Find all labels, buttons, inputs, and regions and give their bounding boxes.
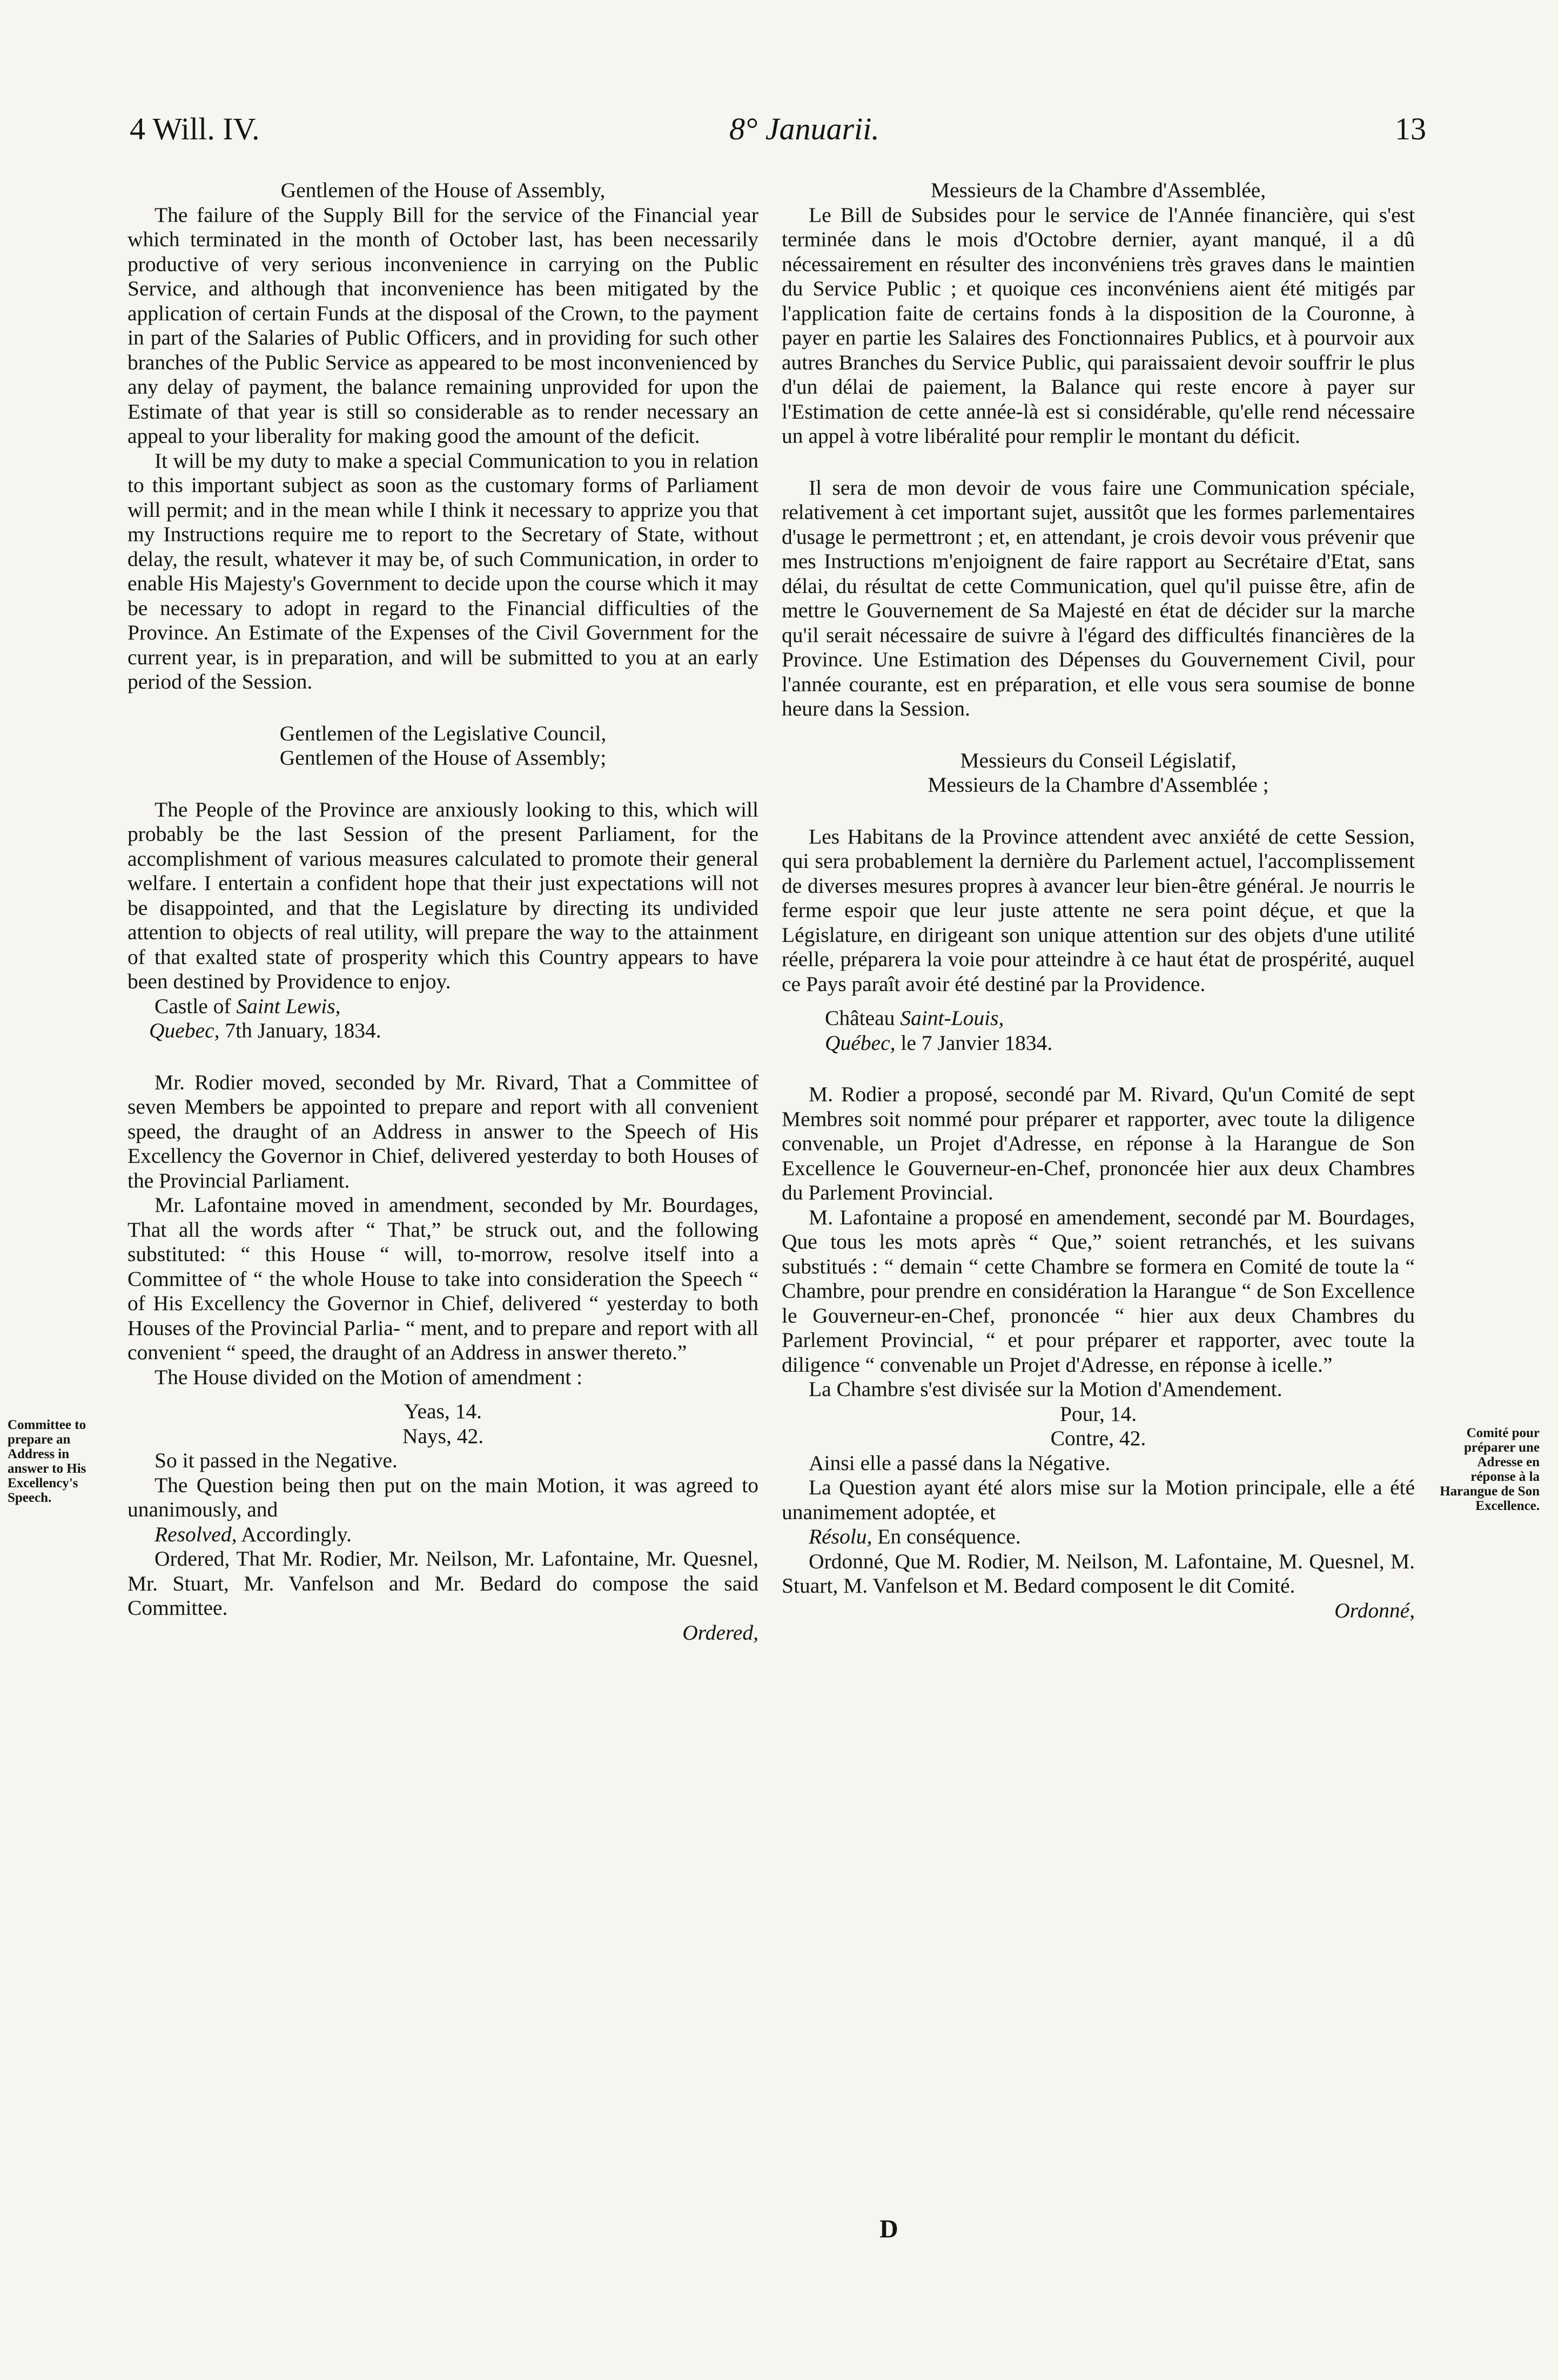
english-motion-rodier: Mr. Rodier moved, seconded by Mr. Rivard, That a Committee of seven Members be appointed to prepare and report with all convenient speed, the draught of an Address in answer to the Speech of His Excellency the Governor in Chief, delivered yesterday to both Houses of the Provincial Parliament.	[127, 1070, 758, 1192]
page-number: 13	[1395, 111, 1426, 146]
french-negative: Ainsi elle a passé dans la Négative.	[809, 1451, 1111, 1475]
english-catchword: Ordered,	[682, 1620, 758, 1644]
french-motion-rodier: M. Rodier a proposé, secondé par M. Rivard, Qu'un Comité de sept Membres soit nommé pour préparer et rapporter, avec toute la diligence convenable, un Projet d'Adresse, en réponse à la Harangue de Son Excellence le Gouverneur-en-Chef, prononcée hier aux deux Chambres du Parlement Provincial.	[782, 1082, 1415, 1204]
english-salutation-council: Gentlemen of the Legislative Council,	[279, 721, 607, 745]
page-header	[130, 111, 1426, 154]
french-date: Québec, le 7 Janvier 1834.	[825, 1030, 1053, 1055]
french-motion-lafontaine: M. Lafontaine a proposé en amendement, secondé par M. Bourdages, Que tous les mots après “ Que,” soient retranchés, et les suivans substitués : “ demain “ cette Chambre se formera en Comité de toute la “ Chambre, pour prendre en considération la Harangue “ de Son Excellence le Gouverneur-en-Chef, prononcée “ hier aux deux Chambres du Parlement Provincial, “ et pour préparer et rapporter, avec toute la diligence “ convenable un Projet d'Adresse, en réponse à icelle.”	[782, 1205, 1415, 1377]
french-column	[782, 178, 1415, 1623]
english-question: The Question being then put on the main Motion, it was agreed to unanimously, and	[127, 1473, 758, 1521]
english-place: Castle of Saint Lewis,	[155, 994, 341, 1018]
french-salutation-assembly-2: Messieurs de la Chambre d'Assemblée ;	[928, 773, 1269, 797]
french-yeas: Pour, 14.	[1059, 1401, 1137, 1426]
english-paragraph-2: It will be my duty to make a special Communication to you in relation to this important subject as soon as the customary forms of Parliament will permit; and in the mean while I think it necessary to apprize you that my Instructions require me to report to the Secretary of State, without delay, the result, whatever it may be, of such Communication, in order to enable His Majesty's Government to decide upon the course which it may be necessary to adopt in regard to the Financial difficulties of the Province. An Estimate of the Expenses of the Civil Government for the current year, is in preparation, and will be submitted to you at an early period of the Session.	[127, 448, 758, 693]
french-resolved: Résolu, En conséquence.	[809, 1525, 1021, 1548]
signature-mark: D	[879, 2215, 898, 2243]
english-motion-lafontaine: Mr. Lafontaine moved in amendment, seconded by Mr. Bourdages, That all the words after “ That,” be struck out, and the following substituted: “ this House “ will, to-morrow, resolve itself into a Committee of “ the whole House to take into consideration the Speech “ of His Excellency the Governor in Chief, delivered “ yesterday to both Houses of the Provincial Parlia- “ ment, and to prepare and report with all convenient “ speed, the draught of an Address in answer thereto.”	[127, 1193, 758, 1364]
english-resolved: Resolved, Accordingly.	[155, 1522, 352, 1546]
french-salutation-council: Messieurs du Conseil Législatif,	[960, 748, 1237, 772]
french-question: La Question ayant été alors mise sur la Motion principale, elle a été unanimement adoptée, et	[782, 1475, 1415, 1524]
english-date: Quebec, 7th January, 1834.	[149, 1019, 381, 1042]
english-negative: So it passed in the Negative.	[155, 1448, 398, 1472]
margin-note-french: Comité pour préparer une Adresse en réponse à la Harangue de Son Excellence.	[1440, 1426, 1540, 1513]
margin-note-english: Committee to prepare an Address in answer to His Excellency's Speech.	[8, 1418, 86, 1505]
french-paragraph-3: Les Habitans de la Province attendent avec anxiété de cette Session, qui sera probablement la dernière du Parlement actuel, l'accomplissement de diverses mesures propres à avancer leur bien-être général. Je nourris le ferme espoir que leur juste attente ne sera point déçue, et que la Législature, en dirigeant son unique attention sur des objets d'une utilité réelle, préparera la voie pour atteindre à ce haut état de prospérité, auquel ce Pays paraît avoir été destiné par la Providence.	[782, 824, 1415, 996]
french-salutation-assembly: Messieurs de la Chambre d'Assemblée,	[930, 178, 1266, 202]
header-regnal-year: 4 Will. IV.	[130, 111, 260, 146]
english-ordered: Ordered, That Mr. Rodier, Mr. Neilson, Mr. Lafontaine, Mr. Quesnel, Mr. Stuart, Mr. Vanfelson and Mr. Bedard do compose the said Committee.	[127, 1547, 758, 1620]
french-place: Château Saint-Louis,	[825, 1006, 1004, 1030]
french-ordered: Ordonné, Que M. Rodier, M. Neilson, M. Lafontaine, M. Quesnel, M. Stuart, M. Vanfelson et M. Bedard composent le dit Comité.	[782, 1549, 1415, 1597]
french-paragraph-2: Il sera de mon devoir de vous faire une Communication spéciale, relativement à cet important sujet, aussitôt que les formes parlementaires d'usage le permettront ; et, en attendant, je crois devoir vous prévenir que mes Instructions m'enjoignent de faire rapport au Secrétaire d'Etat, sans délai, du résultat de cette Communication, quel qu'il puisse être, afin de mettre le Gouvernement de Sa Majesté en état de décider sur la marche qu'il serait nécessaire de suivre à l'égard des difficultés financières de la Province. Une Estimation des Dépenses du Gouvernement Civil, pour l'année courante, est en préparation, et elle vous sera soumise de bonne heure dans la Session.	[782, 475, 1415, 720]
english-paragraph-1: The failure of the Supply Bill for the service of the Financial year which terminated in the month of October last, has been necessarily productive of very serious inconvenience in carrying on the Public Service, and although that inconvenience has been mitigated by the application of certain Funds at the disposal of the Crown, to the payment in part of the Salaries of Public Officers, and in providing for such other branches of the Public Service as appeared to be most inconvenienced by any delay of payment, the balance remaining unprovided for upon the Estimate of that year is still so considerable as to render necessary an appeal to your liberality for making good the amount of the deficit.	[127, 203, 758, 448]
french-nays: Contre, 42.	[1050, 1426, 1146, 1450]
english-salutation-assembly-2: Gentlemen of the House of Assembly;	[279, 746, 607, 770]
french-division: La Chambre s'est divisée sur la Motion d'Amendement.	[809, 1377, 1282, 1401]
french-catchword: Ordonné,	[1334, 1598, 1415, 1622]
english-column	[127, 178, 758, 1645]
english-salutation-assembly: Gentlemen of the House of Assembly,	[280, 178, 606, 202]
english-yeas: Yeas, 14.	[404, 1399, 482, 1423]
english-division: The House divided on the Motion of amendment :	[155, 1365, 583, 1389]
english-nays: Nays, 42.	[402, 1424, 484, 1448]
header-date: 8° Januarii.	[729, 111, 879, 146]
french-paragraph-1: Le Bill de Subsides pour le service de l'Année financière, qui s'est terminée dans le mois d'Octobre dernier, ayant manqué, il a dû nécessairement en résulter des inconvéniens très graves dans le maintien du Service Public ; et quoique ces inconvéniens aient été mitigés par l'application faite de certains fonds à la disposition de la Couronne, à payer en partie les Salaires des Fonctionnaires Publics, et à pourvoir aux autres Branches du Service Public, qui paraissaient devoir souffrir le plus d'un délai de paiement, la Balance qui reste encore à payer sur l'Estimation de cette année-là est si considérable, qu'elle rend nécessaire un appel à votre libéralité pour remplir le montant du déficit.	[782, 203, 1415, 448]
english-paragraph-3: The People of the Province are anxiously looking to this, which will probably be the last Session of the present Parliament, for the accomplishment of various measures calculated to promote their general welfare. I entertain a confident hope that their just expectations will not be disappointed, and that the Legislature by directing its undivided attention to objects of real utility, will prepare the way to the attainment of that exalted state of prosperity which this Country appears to have been destined by Providence to enjoy.	[127, 797, 758, 993]
